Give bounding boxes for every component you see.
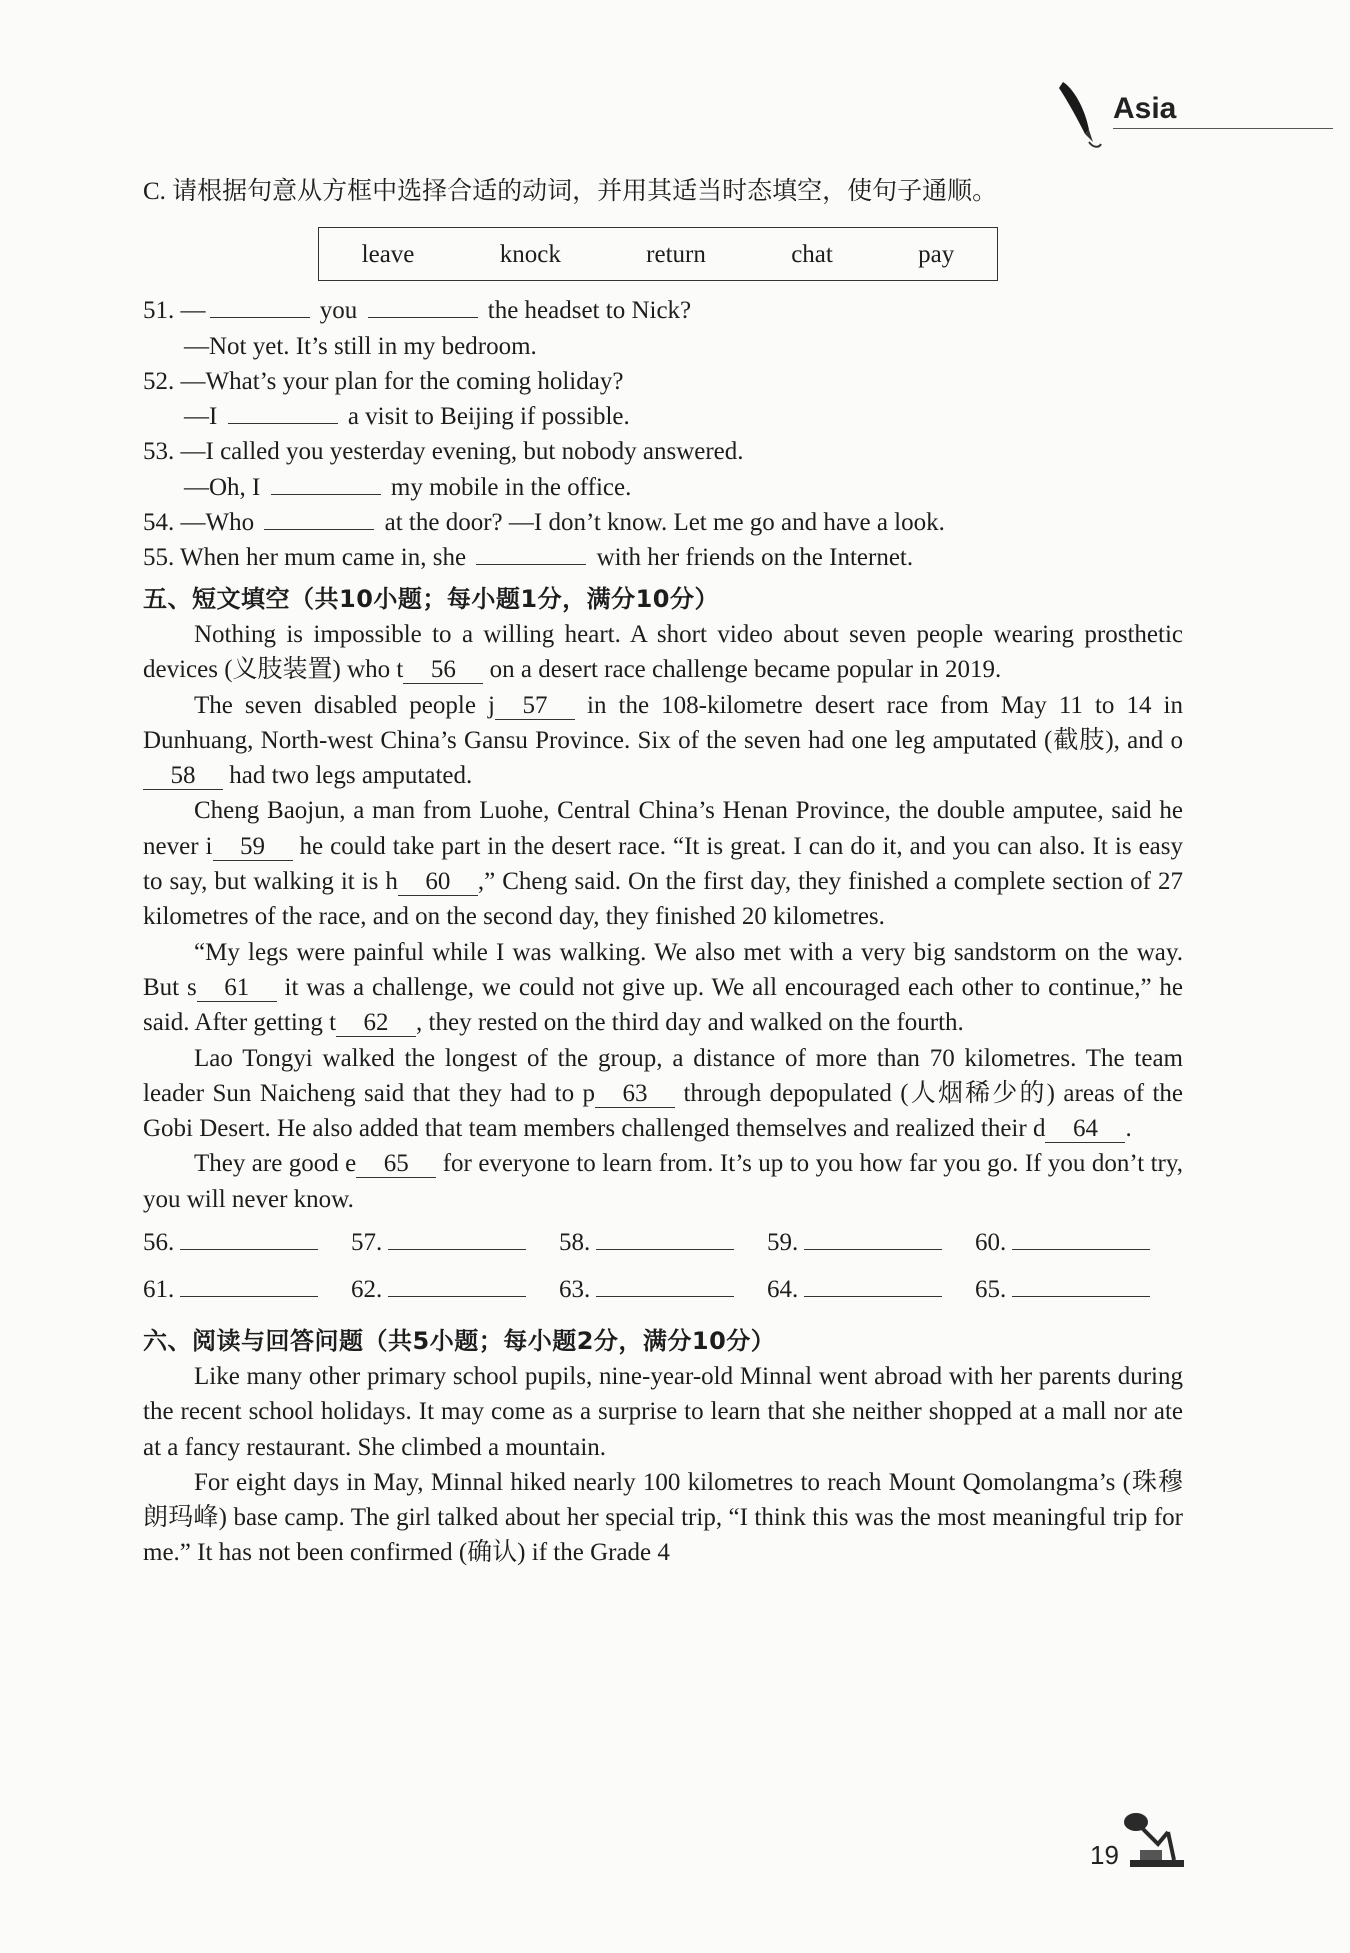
answer-item: 63. (559, 1272, 767, 1307)
blank-58: 58 (143, 763, 223, 790)
blank-57: 57 (495, 693, 575, 720)
question-54: 54. —Who at the door? —I don’t know. Let me go and have a look. (143, 505, 1183, 540)
blank-62: 62 (336, 1010, 416, 1037)
desk-lamp-icon (1122, 1808, 1188, 1870)
passage-paragraph: Cheng Baojun, a man from Luohe, Central China’s Henan Province, the double amputee, said he never i 59 he could take part in the desert race. “It is great. I can do it, and you can also. It is easy to say, but walking it is h 60 ,” Cheng said. On the first day, they finished a complete section of 27 kilometres of the race, and on the second day, they finished 20 kilometres. (143, 797, 1183, 931)
section-c-instruction: C. 请根据句意从方框中选择合适的动词，并用其适当时态填空，使句子通顺。 (143, 178, 998, 205)
passage-paragraph: The seven disabled people j 57 in the 108-kilometre desert race from May 11 to 14 in Dunhuang, North-west China’s Gansu Province. Six of the seven had one leg amputated (截肢), and o58 had two legs amputated. (143, 691, 1183, 790)
answer-line[interactable] (1012, 1225, 1150, 1250)
word-pay: pay (918, 240, 955, 268)
answer-line[interactable] (804, 1272, 942, 1297)
answer-line[interactable] (388, 1272, 526, 1297)
answer-line[interactable] (596, 1272, 734, 1297)
blank-60: 60 (398, 869, 478, 896)
section-5-title: 五、短文填空（共10小题；每小题1分，满分10分） (143, 584, 719, 613)
question-51: 51. — you the headset to Nick? (143, 293, 1183, 328)
passage-paragraph: “My legs were painful while I was walking. We also met with a very big sandstorm on the way. But s 61 it was a challenge, we could not give up. We all encouraged each other to continue,” he said. After getting t 62 , they rested on the third day and walked on the fourth. (143, 938, 1183, 1037)
question-53-reply: —Oh, I my mobile in the office. (143, 470, 1183, 505)
answer-grid (143, 1225, 1183, 1308)
passage-paragraph: Lao Tongyi walked the longest of the group, a distance of more than 70 kilometres. The team leader Sun Naicheng said that they had to p 63 through depopulated (人烟稀少的) areas of the Gobi Desert. He also added that team members challenged themselves and realized their d 64 . (143, 1044, 1183, 1143)
answer-item: 57. (351, 1225, 559, 1260)
section-6-title: 六、阅读与回答问题（共5小题；每小题2分，满分10分） (143, 1326, 776, 1355)
page-header (1045, 72, 1335, 152)
word-return: return (646, 240, 706, 268)
passage-paragraph: Nothing is impossible to a willing heart. A short video about seven people wearing prosthetic devices (义肢装置) who t 56 on a desert race challenge became popular in 2019. (143, 620, 1183, 684)
answer-blank[interactable] (210, 293, 310, 318)
blank-56: 56 (403, 657, 483, 684)
word-box (318, 227, 998, 281)
word-chat: chat (791, 240, 833, 268)
question-51-reply: —Not yet. It’s still in my bedroom. (184, 332, 537, 360)
answer-line[interactable] (388, 1225, 526, 1250)
blank-61: 61 (197, 975, 277, 1002)
word-knock: knock (499, 240, 561, 268)
answer-line[interactable] (804, 1225, 942, 1250)
header-title: Asia (1113, 92, 1177, 125)
blank-63: 63 (595, 1081, 675, 1108)
answer-line[interactable] (1012, 1272, 1150, 1297)
question-52-reply: —I a visit to Beijing if possible. (143, 399, 1183, 434)
passage-paragraph: They are good e 65 for everyone to learn from. It’s up to you how far you go. If you don’t try, you will never know. (143, 1150, 1183, 1213)
blank-65: 65 (356, 1151, 436, 1178)
answer-blank[interactable] (368, 293, 478, 318)
answer-blank[interactable] (264, 505, 374, 530)
page-content (143, 174, 1183, 1571)
answer-blank[interactable] (228, 399, 338, 424)
answer-item: 59. (767, 1225, 975, 1260)
answer-item: 60. (975, 1225, 1183, 1260)
page-number: 19 (1090, 1840, 1119, 1870)
header-rule (1113, 128, 1333, 129)
answer-blank[interactable] (476, 540, 586, 565)
answer-item: 64. (767, 1272, 975, 1307)
answer-item: 65. (975, 1272, 1183, 1307)
pen-icon (1055, 78, 1103, 150)
answer-item: 62. (351, 1272, 559, 1307)
reading-paragraph: Like many other primary school pupils, nine-year-old Minnal went abroad with her parents during the recent school holidays. It may come as a surprise to learn that she neither shopped at a mall nor ate at a fancy restaurant. She climbed a mountain. (143, 1362, 1183, 1461)
answer-blank[interactable] (271, 470, 381, 495)
answer-line[interactable] (180, 1225, 318, 1250)
answer-item: 56. (143, 1225, 351, 1260)
answer-line[interactable] (180, 1272, 318, 1297)
blank-64: 64 (1045, 1116, 1125, 1143)
question-55: 55. When her mum came in, she with her friends on the Internet. (143, 540, 1183, 575)
reading-paragraph: For eight days in May, Minnal hiked nearly 100 kilometres to reach Mount Qomolangma’s (珠穆朗玛峰) base camp. The girl talked about her special trip, “I think this was the most meaningful trip for me.” It has not been confirmed (确认) if the Grade 4 (143, 1468, 1183, 1567)
question-52: 52. —What’s your plan for the coming holiday? (143, 367, 624, 395)
answer-item: 58. (559, 1225, 767, 1260)
word-leave: leave (361, 240, 415, 268)
answer-item: 61. (143, 1272, 351, 1307)
blank-59: 59 (213, 834, 293, 861)
answer-line[interactable] (596, 1225, 734, 1250)
question-53: 53. —I called you yesterday evening, but nobody answered. (143, 438, 744, 466)
